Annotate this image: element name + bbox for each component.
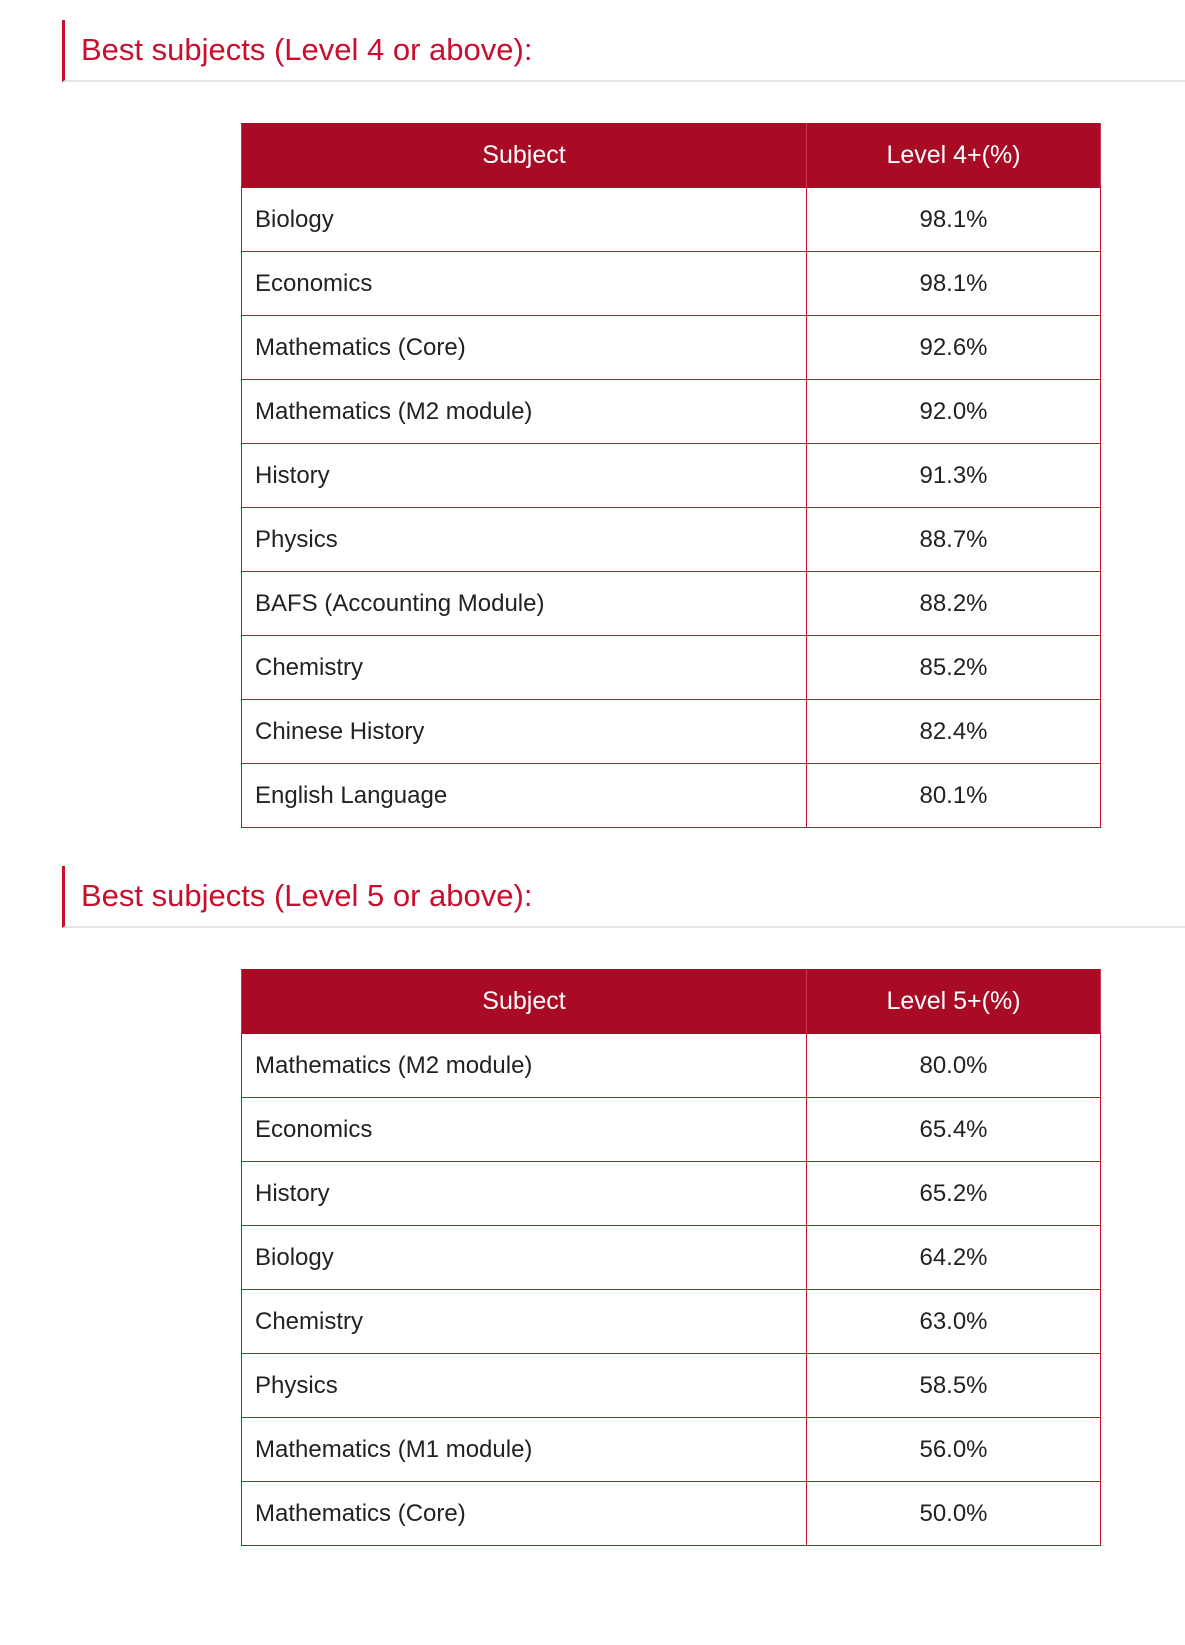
column-header-subject: Subject [242, 124, 807, 188]
subject-cell: English Language [242, 764, 807, 828]
percent-cell: 88.2% [807, 572, 1101, 636]
subject-cell: Economics [242, 252, 807, 316]
table-row [242, 508, 1101, 572]
percent-cell: 98.1% [807, 188, 1101, 252]
subject-cell: History [242, 444, 807, 508]
subject-cell: Mathematics (M2 module) [242, 380, 807, 444]
percent-cell: 92.6% [807, 316, 1101, 380]
table-row [242, 572, 1101, 636]
subject-cell: Economics [242, 1098, 807, 1162]
table-row [242, 1162, 1101, 1226]
percent-cell: 80.0% [807, 1034, 1101, 1098]
percent-cell: 64.2% [807, 1226, 1101, 1290]
subject-cell: BAFS (Accounting Module) [242, 572, 807, 636]
table-row [242, 1098, 1101, 1162]
table-row [242, 252, 1101, 316]
subject-cell: Mathematics (M2 module) [242, 1034, 807, 1098]
section-heading-level-5 [62, 866, 1185, 928]
percent-cell: 65.2% [807, 1162, 1101, 1226]
table-row [242, 1354, 1101, 1418]
subject-cell: Chinese History [242, 700, 807, 764]
subject-cell: Chemistry [242, 1290, 807, 1354]
table-row [242, 1034, 1101, 1098]
column-header-level-5-percent: Level 5+(%) [807, 970, 1101, 1034]
section-title-level-4: Best subjects (Level 4 or above): [81, 32, 533, 67]
table-row [242, 1226, 1101, 1290]
subject-cell: Chemistry [242, 636, 807, 700]
table-header-row [242, 124, 1101, 188]
table-row [242, 700, 1101, 764]
percent-cell: 92.0% [807, 380, 1101, 444]
level-4-results-table [241, 123, 1101, 828]
table-row [242, 1482, 1101, 1546]
level-5-results-table [241, 969, 1101, 1546]
column-header-level-4-percent: Level 4+(%) [807, 124, 1101, 188]
subject-cell: Physics [242, 1354, 807, 1418]
column-header-subject: Subject [242, 970, 807, 1034]
percent-cell: 85.2% [807, 636, 1101, 700]
subject-cell: Biology [242, 188, 807, 252]
percent-cell: 98.1% [807, 252, 1101, 316]
percent-cell: 88.7% [807, 508, 1101, 572]
table-row [242, 188, 1101, 252]
subject-cell: Mathematics (M1 module) [242, 1418, 807, 1482]
subject-cell: Mathematics (Core) [242, 316, 807, 380]
percent-cell: 56.0% [807, 1418, 1101, 1482]
percent-cell: 80.1% [807, 764, 1101, 828]
table-row [242, 1418, 1101, 1482]
percent-cell: 63.0% [807, 1290, 1101, 1354]
table-row [242, 636, 1101, 700]
table-row [242, 1290, 1101, 1354]
percent-cell: 82.4% [807, 700, 1101, 764]
table-row [242, 380, 1101, 444]
table-row [242, 444, 1101, 508]
subject-cell: Physics [242, 508, 807, 572]
percent-cell: 58.5% [807, 1354, 1101, 1418]
table-row [242, 764, 1101, 828]
subject-cell: History [242, 1162, 807, 1226]
table-row [242, 316, 1101, 380]
percent-cell: 65.4% [807, 1098, 1101, 1162]
section-heading-level-4 [62, 20, 1185, 82]
subject-cell: Mathematics (Core) [242, 1482, 807, 1546]
percent-cell: 50.0% [807, 1482, 1101, 1546]
section-title-level-5: Best subjects (Level 5 or above): [81, 878, 533, 913]
percent-cell: 91.3% [807, 444, 1101, 508]
table-header-row [242, 970, 1101, 1034]
subject-cell: Biology [242, 1226, 807, 1290]
